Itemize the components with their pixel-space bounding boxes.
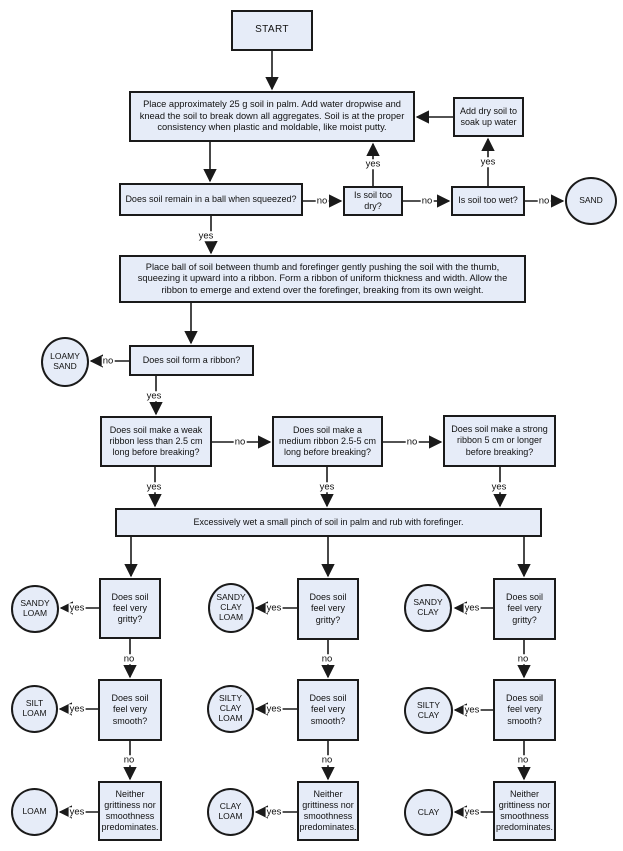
node-gritty-question-col3 <box>493 578 556 640</box>
node-neither-label-col3: Neither grittiness nor smoothness predominates. <box>495 788 554 833</box>
node-smooth-question-col2 <box>297 679 359 741</box>
terminal-silt-loam-label: SILT LOAM <box>22 698 47 718</box>
node-gritty-label-col3: Does soil feel very gritty? <box>505 592 543 625</box>
edge-label-yes: yes <box>146 481 162 493</box>
node-ribbon-instructions-label: Place ball of soil between thumb and forefinger gently pushing the soil with the thumb, squeezing it upward into a ribbon. Form a ribbon of uniform thickness and width. Allow the ribbon to emerge and extend over the forefinger, breaking from its own weight. <box>137 261 508 295</box>
terminal-sandy-loam <box>11 585 59 633</box>
node-neither-label-col2: Neither grittiness nor smoothness predominates. <box>299 788 357 833</box>
node-start <box>231 10 313 51</box>
edge-label-yes: yes <box>146 390 162 402</box>
terminal-clay-loam <box>207 788 254 836</box>
edge-label-no: no <box>406 436 418 448</box>
terminal-silt-loam <box>11 685 58 733</box>
node-ribbon-question-label: Does soil form a ribbon? <box>142 354 241 365</box>
node-strong-ribbon-label: Does soil make a strong ribbon 5 cm or longer before breaking? <box>451 424 548 457</box>
edge-label-yes: yes <box>69 703 85 715</box>
edge-label-yes: yes <box>464 602 480 614</box>
edge-label-yes: yes <box>198 230 214 242</box>
terminal-clay <box>404 789 453 836</box>
edge-label-yes: yes <box>69 806 85 818</box>
node-neither-question-col3 <box>493 781 556 841</box>
node-prep-label: Place approximately 25 g soil in palm. Add water dropwise and knead the soil to break down all aggregates. Soil is at the proper consistency when plastic and moldable, like moist putty. <box>139 99 405 133</box>
terminal-silty-clay-loam <box>207 685 254 733</box>
edge-label-no: no <box>538 195 550 207</box>
node-prep-instructions <box>129 91 415 142</box>
edge-label-no: no <box>421 195 433 207</box>
edge-label-no: no <box>102 355 114 367</box>
edge-label-yes: yes <box>480 156 496 168</box>
node-strong-ribbon-question <box>443 415 556 467</box>
node-add-dry-soil-label: Add dry soil to soak up water <box>459 105 518 127</box>
terminal-clay-loam-label: CLAY LOAM <box>218 801 243 821</box>
node-gritty-label-col2: Does soil feel very gritty? <box>309 592 347 625</box>
node-neither-question-col2 <box>297 781 359 841</box>
node-ribbon-question <box>129 345 254 376</box>
node-ball-question-label: Does soil remain in a ball when squeezed? <box>125 193 297 204</box>
edge-label-yes: yes <box>69 602 85 614</box>
node-start-label: START <box>255 24 289 36</box>
terminal-silty-clay <box>404 687 453 734</box>
node-too-dry-label: Is soil too dry? <box>353 189 393 211</box>
node-wet-pinch-label: Excessively wet a small pinch of soil in palm and rub with forefinger. <box>193 516 464 527</box>
node-gritty-label-col1: Does soil feel very gritty? <box>111 591 149 625</box>
terminal-loam-label: LOAM <box>22 806 47 817</box>
terminal-silty-clay-label: SILTY CLAY <box>417 699 440 720</box>
node-add-dry-soil <box>453 97 524 137</box>
node-smooth-label-col2: Does soil feel very smooth? <box>309 693 347 726</box>
node-neither-label-col1: Neither grittiness nor smoothness predominates. <box>101 788 159 833</box>
terminal-loam <box>11 788 58 836</box>
terminal-sandy-clay-loam-label: SANDY CLAY LOAM <box>216 592 246 622</box>
terminal-sandy-clay <box>404 584 452 632</box>
terminal-loamy-sand <box>41 337 89 387</box>
node-smooth-question-col3 <box>493 679 556 741</box>
node-neither-question-col1 <box>98 781 162 841</box>
terminal-sandy-loam-label: SANDY LOAM <box>20 598 50 618</box>
edge-label-no: no <box>123 653 135 665</box>
terminal-clay-label: CLAY <box>417 806 440 817</box>
node-weak-ribbon-question <box>100 416 212 467</box>
node-smooth-label-col1: Does soil feel very smooth? <box>111 693 149 726</box>
node-gritty-question-col2 <box>297 578 359 640</box>
terminal-loamy-sand-label: LOAMY SAND <box>50 351 80 371</box>
edge-label-no: no <box>316 195 328 207</box>
node-ribbon-instructions <box>119 255 526 303</box>
terminal-sand-label: SAND <box>579 195 603 206</box>
edge-label-yes: yes <box>464 704 480 716</box>
terminal-sand <box>565 177 617 225</box>
terminal-sandy-clay-loam <box>208 583 254 633</box>
edge-label-no: no <box>321 754 333 766</box>
node-weak-ribbon-label: Does soil make a weak ribbon less than 2.5 cm long before breaking? <box>109 424 203 458</box>
edge-label-yes: yes <box>491 481 507 493</box>
edge-label-no: no <box>517 754 529 766</box>
node-too-wet-question <box>451 186 525 216</box>
edge-label-yes: yes <box>365 158 381 170</box>
node-too-wet-label: Is soil too wet? <box>458 195 518 206</box>
edge-label-no: no <box>123 754 135 766</box>
terminal-silty-clay-loam-label: SILTY CLAY LOAM <box>218 693 243 723</box>
node-ball-question <box>119 183 303 216</box>
node-medium-ribbon-question <box>272 416 383 467</box>
terminal-sandy-clay-label: SANDY CLAY <box>413 597 443 617</box>
edge-label-no: no <box>321 653 333 665</box>
node-medium-ribbon-label: Does soil make a medium ribbon 2.5-5 cm long before breaking? <box>278 424 377 458</box>
edge-label-yes: yes <box>266 602 282 614</box>
node-too-dry-question <box>343 186 403 216</box>
edge-label-yes: yes <box>319 481 335 493</box>
node-wet-pinch-instructions <box>115 508 542 537</box>
node-gritty-question-col1 <box>99 578 161 639</box>
edge-label-yes: yes <box>266 703 282 715</box>
node-smooth-label-col3: Does soil feel very smooth? <box>505 693 543 726</box>
edge-label-no: no <box>234 436 246 448</box>
edge-label-no: no <box>517 653 529 665</box>
edge-label-yes: yes <box>464 806 480 818</box>
node-smooth-question-col1 <box>98 679 162 741</box>
edge-label-yes: yes <box>266 806 282 818</box>
